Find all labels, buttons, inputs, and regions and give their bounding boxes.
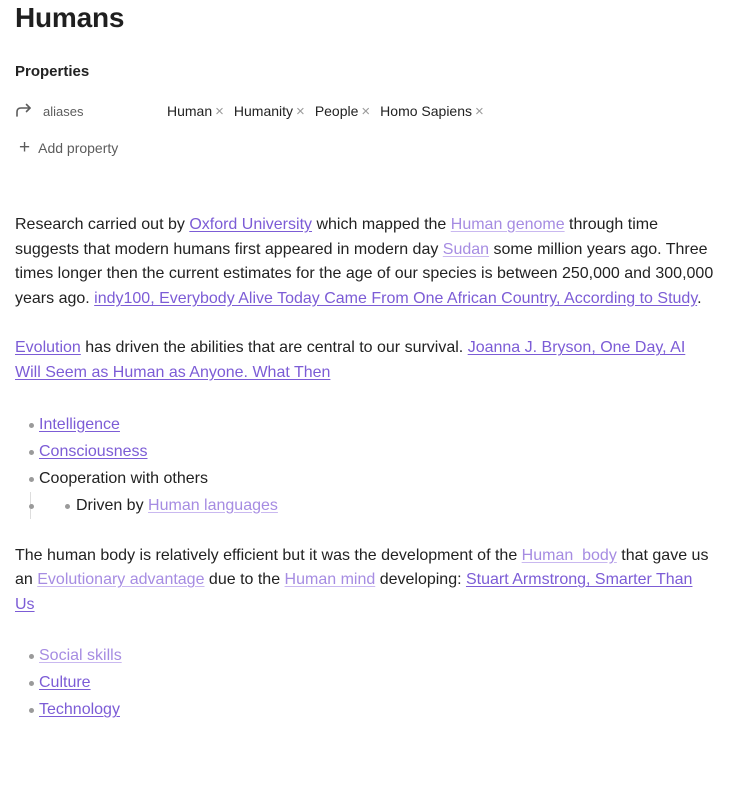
property-key[interactable]: [15, 98, 167, 124]
nested-list: [30, 492, 715, 519]
close-icon[interactable]: ×: [361, 102, 371, 120]
arrow-redirect-icon: [15, 102, 33, 120]
list-item: Driven by Human languages: [31, 492, 715, 519]
internal-link[interactable]: Human mind: [284, 571, 376, 589]
paragraph: The human body is relatively efficient but it was the development of the Human body that gave us an Evolutionary advantage due to the Human mind developing: Stuart Armstrong, Smarter Than Us: [15, 546, 709, 613]
internal-link[interactable]: Human genome: [450, 216, 565, 233]
alias-chip[interactable]: People ×: [314, 102, 371, 120]
alias-chip[interactable]: Human ×: [167, 102, 224, 120]
external-link[interactable]: Consciousness: [39, 442, 148, 460]
external-link[interactable]: Evolution: [15, 339, 81, 357]
external-link[interactable]: Stuart Armstrong, Smarter Than Us: [15, 571, 693, 613]
nested-list-container: [15, 492, 715, 519]
close-icon[interactable]: ×: [215, 102, 224, 120]
internal-link[interactable]: Human languages: [148, 496, 278, 514]
list-item: Cooperation with others: [15, 465, 715, 492]
note-body: [15, 213, 715, 748]
add-property-button[interactable]: [19, 138, 118, 157]
bullet-list: [15, 411, 715, 519]
paragraph: Evolution has driven the abilities that are central to our survival. Joanna J. Bryson, One Day, AI Will Seem as Human as Anyone. What Then: [15, 339, 686, 381]
internal-link[interactable]: Evolutionary advantage: [37, 571, 205, 589]
list-item: [15, 642, 715, 669]
property-row-aliases: [15, 98, 715, 124]
close-icon[interactable]: ×: [475, 102, 484, 120]
external-link[interactable]: indy100, Everybody Alive Today Came From One African Country, According to Study: [94, 289, 698, 307]
internal-link[interactable]: Social skills: [39, 647, 122, 665]
list-item: [15, 438, 715, 465]
alias-chip[interactable]: Humanity ×: [233, 102, 305, 120]
close-icon[interactable]: ×: [296, 102, 305, 120]
list-item: [15, 696, 715, 723]
alias-chip[interactable]: Homo Sapiens ×: [380, 102, 484, 120]
list-item: [15, 411, 715, 438]
external-link[interactable]: Joanna J. Bryson, One Day, AI Will Seem as Human as Anyone. What Then: [15, 339, 686, 381]
paragraph: Research carried out by Oxford University which mapped the Human genome through time suggests that modern humans first appeared in modern day Sudan some million years ago. Three times longer then the current estimates for the age of our species is between 250,000 and 300,000 years ago. indy100, Everybody Alive Today Came From One African Country, According to Study.: [15, 216, 714, 307]
external-link[interactable]: Culture: [39, 674, 91, 692]
properties-heading[interactable]: Properties: [15, 63, 90, 80]
note-title[interactable]: Humans: [15, 2, 125, 33]
internal-link[interactable]: Sudan: [442, 240, 490, 258]
property-key-label: aliases: [43, 103, 84, 119]
internal-link[interactable]: Human body: [521, 546, 617, 564]
add-property-label: Add property: [38, 139, 119, 156]
external-link[interactable]: Oxford University: [189, 216, 313, 233]
bullet-list: [15, 642, 715, 723]
alias-chips: [167, 103, 484, 119]
external-link[interactable]: Technology: [39, 701, 120, 719]
list-item: [15, 669, 715, 696]
external-link[interactable]: Intelligence: [39, 415, 120, 433]
plus-icon: +: [19, 137, 31, 158]
